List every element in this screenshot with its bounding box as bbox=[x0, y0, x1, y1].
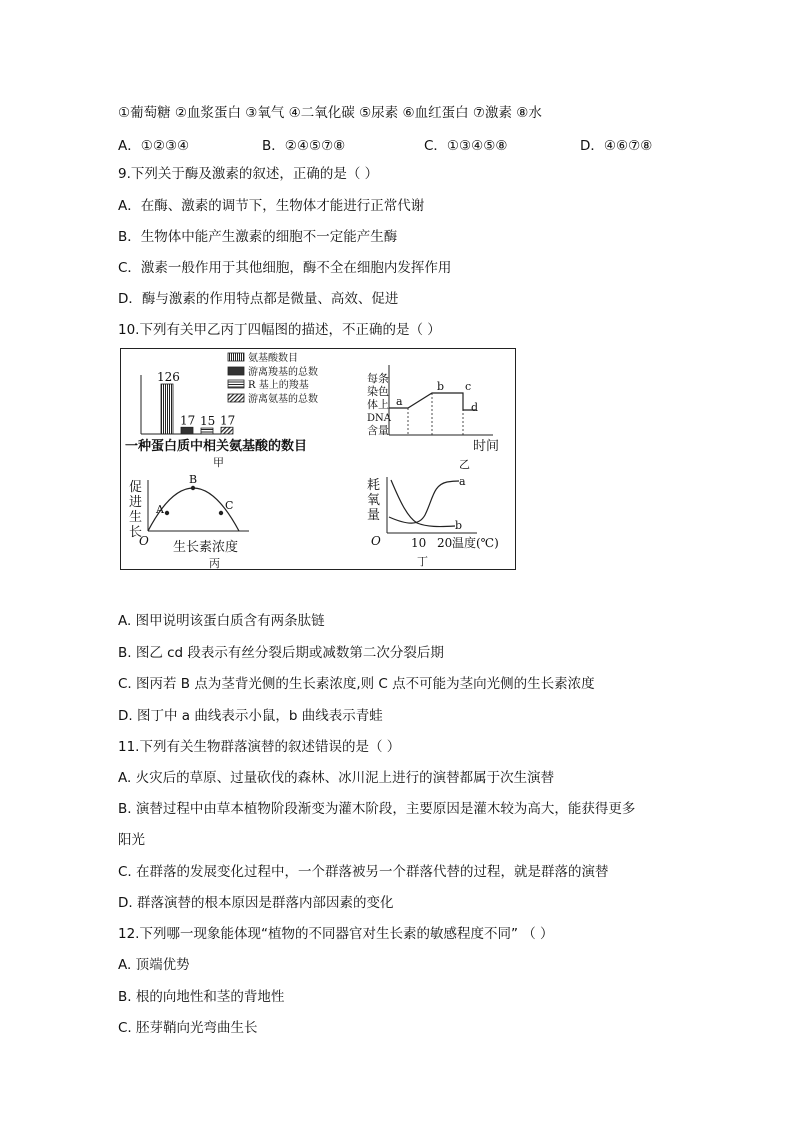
jia-bar-2 bbox=[181, 427, 193, 434]
ding-ylabel-3: 量 bbox=[367, 508, 381, 523]
yi-label: 乙 bbox=[459, 458, 470, 471]
q9-option-a: A．在酶、激素的调节下，生物体才能进行正常代谢 bbox=[118, 198, 425, 214]
q8-option-d: D．④⑥⑦⑧ bbox=[580, 138, 653, 154]
q11-option-b: B. 演替过程中由草本植物阶段渐变为灌木阶段，主要原因是灌木较为高大，能获得更多 bbox=[118, 801, 636, 817]
q9-option-b: B．生物体中能产生激素的细胞不一定能产生酶 bbox=[118, 229, 398, 245]
chart-yi bbox=[367, 365, 499, 471]
ding-curve-label-a: a bbox=[459, 475, 466, 488]
q8-option-b: B．②④⑤⑦⑧ bbox=[262, 138, 346, 154]
jia-bar-label-4: 17 bbox=[220, 413, 236, 428]
jia-label: 甲 bbox=[213, 456, 224, 469]
q10-option-c: C. 图丙若 B 点为茎背光侧的生长素浓度,则 C 点不可能为茎向光侧的生长素浓度 bbox=[118, 676, 595, 692]
q11-option-b-cont: 阳光 bbox=[118, 832, 145, 848]
ding-curve-a bbox=[389, 481, 459, 523]
chart-bing bbox=[129, 473, 249, 570]
jia-bar-4 bbox=[221, 427, 233, 434]
q12-stem: 12.下列哪一现象能体现“植物的不同器官对生长素的敏感程度不同” （ ） bbox=[118, 926, 554, 942]
bing-ylabel-2: 进 bbox=[129, 495, 143, 510]
yi-ylabel-line-2: 染色 bbox=[367, 385, 389, 398]
bing-ylabel bbox=[129, 480, 142, 540]
bing-point-b: B bbox=[189, 473, 198, 486]
chart-jia bbox=[125, 351, 318, 469]
q8-items: ①葡萄糖 ②血浆蛋白 ③氧气 ④二氧化碳 ⑤尿素 ⑥血红蛋白 ⑦激素 ⑧水 bbox=[118, 105, 542, 121]
jia-legend-swatch-2 bbox=[228, 367, 244, 375]
jia-bar-label-2: 17 bbox=[180, 413, 196, 428]
yi-point-c: c bbox=[465, 380, 472, 393]
jia-caption: 一种蛋白质中相关氨基酸的数目 bbox=[125, 439, 308, 454]
q10-figure-svg bbox=[121, 349, 517, 571]
chart-ding bbox=[367, 475, 499, 568]
jia-legend-1: 氨基酸数目 bbox=[248, 353, 298, 364]
q11-stem: 11.下列有关生物群落演替的叙述错误的是（ ） bbox=[118, 739, 401, 755]
q8-option-a: A．①②③④ bbox=[118, 138, 190, 154]
ding-xlabel: 温度(℃) bbox=[452, 536, 499, 550]
bing-ylabel-4: 长 bbox=[129, 525, 143, 540]
q12-option-c: C. 胚芽鞘向光弯曲生长 bbox=[118, 1020, 258, 1036]
ding-curve-a-mouse bbox=[391, 480, 455, 527]
yi-point-d: d bbox=[471, 401, 479, 414]
jia-legend-swatch-3 bbox=[228, 380, 244, 388]
ding-tick-20: 20 bbox=[437, 536, 453, 550]
jia-legend-2: 游离羧基的总数 bbox=[248, 367, 318, 378]
q12-option-b: B. 根的向地性和茎的背地性 bbox=[118, 989, 285, 1005]
q11-option-d: D. 群落演替的根本原因是群落内部因素的变化 bbox=[118, 895, 394, 911]
q10-figure bbox=[120, 348, 516, 570]
ding-origin: O bbox=[371, 534, 381, 548]
bing-point-c: C bbox=[225, 499, 234, 512]
q9-stem: 9.下列关于酶及激素的叙述，正确的是（ ） bbox=[118, 166, 379, 182]
jia-bar-label-1: 126 bbox=[157, 370, 180, 384]
q11-option-c: C. 在群落的发展变化过程中，一个群落被另一个群落代替的过程，就是群落的演替 bbox=[118, 864, 609, 880]
bing-xlabel: 生长素浓度 bbox=[173, 540, 239, 555]
ding-ylabel-1: 耗 bbox=[367, 478, 381, 493]
bing-point-a-dot bbox=[165, 511, 169, 515]
ding-curve-label-b: b bbox=[455, 519, 463, 532]
jia-bar-1 bbox=[161, 384, 173, 434]
bing-ylabel-3: 生 bbox=[129, 510, 143, 525]
jia-bars bbox=[157, 370, 235, 434]
q12-option-a: A. 顶端优势 bbox=[118, 957, 190, 973]
bing-point-b-dot bbox=[191, 486, 195, 490]
ding-tick-10: 10 bbox=[411, 536, 427, 550]
bing-label: 丙 bbox=[209, 557, 220, 570]
yi-ylabel-line-4: DNA bbox=[367, 413, 391, 424]
q8-option-c: C．①③④⑤⑧ bbox=[424, 138, 508, 154]
jia-bar-3 bbox=[201, 428, 213, 434]
q10-option-d: D. 图丁中 a 曲线表示小鼠，b 曲线表示青蛙 bbox=[118, 708, 383, 724]
q11-option-a: A. 火灾后的草原、过量砍伐的森林、冰川泥上进行的演替都属于次生演替 bbox=[118, 770, 555, 786]
q10-option-a: A. 图甲说明该蛋白质含有两条肽链 bbox=[118, 613, 325, 629]
yi-ylabel-line-3: 体上 bbox=[367, 398, 389, 411]
bing-origin: O bbox=[139, 534, 149, 548]
q10-option-b: B. 图乙 cd 段表示有丝分裂后期或减数第二次分裂后期 bbox=[118, 645, 444, 661]
jia-legend-swatch-1 bbox=[228, 353, 244, 361]
yi-ylabel-line-1: 每条 bbox=[367, 372, 389, 385]
q10-stem: 10.下列有关甲乙丙丁四幅图的描述，不正确的是（ ） bbox=[118, 322, 441, 338]
ding-ylabel bbox=[367, 477, 380, 523]
bing-point-a: A bbox=[156, 503, 164, 516]
jia-legend-swatch-4 bbox=[228, 394, 244, 402]
jia-legend-3: R 基上的羧基 bbox=[248, 380, 309, 391]
bing-point-c-dot bbox=[219, 511, 223, 515]
yi-point-a: a bbox=[396, 395, 403, 408]
yi-ylabel bbox=[367, 371, 392, 437]
bing-ylabel-1: 促 bbox=[129, 480, 143, 495]
jia-legend bbox=[228, 351, 318, 405]
yi-point-b: b bbox=[437, 380, 445, 393]
ding-label: 丁 bbox=[417, 555, 428, 568]
q9-option-d: D．酶与激素的作用特点都是微量、高效、促进 bbox=[118, 291, 399, 307]
yi-xlabel: 时间 bbox=[473, 439, 500, 454]
q9-option-c: C．激素一般作用于其他细胞，酶不全在细胞内发挥作用 bbox=[118, 260, 452, 276]
yi-ylabel-line-5: 含量 bbox=[367, 424, 389, 437]
ding-ylabel-2: 氧 bbox=[367, 493, 381, 508]
jia-bar-label-3: 15 bbox=[200, 414, 216, 429]
jia-legend-4: 游离氨基的总数 bbox=[248, 394, 318, 405]
